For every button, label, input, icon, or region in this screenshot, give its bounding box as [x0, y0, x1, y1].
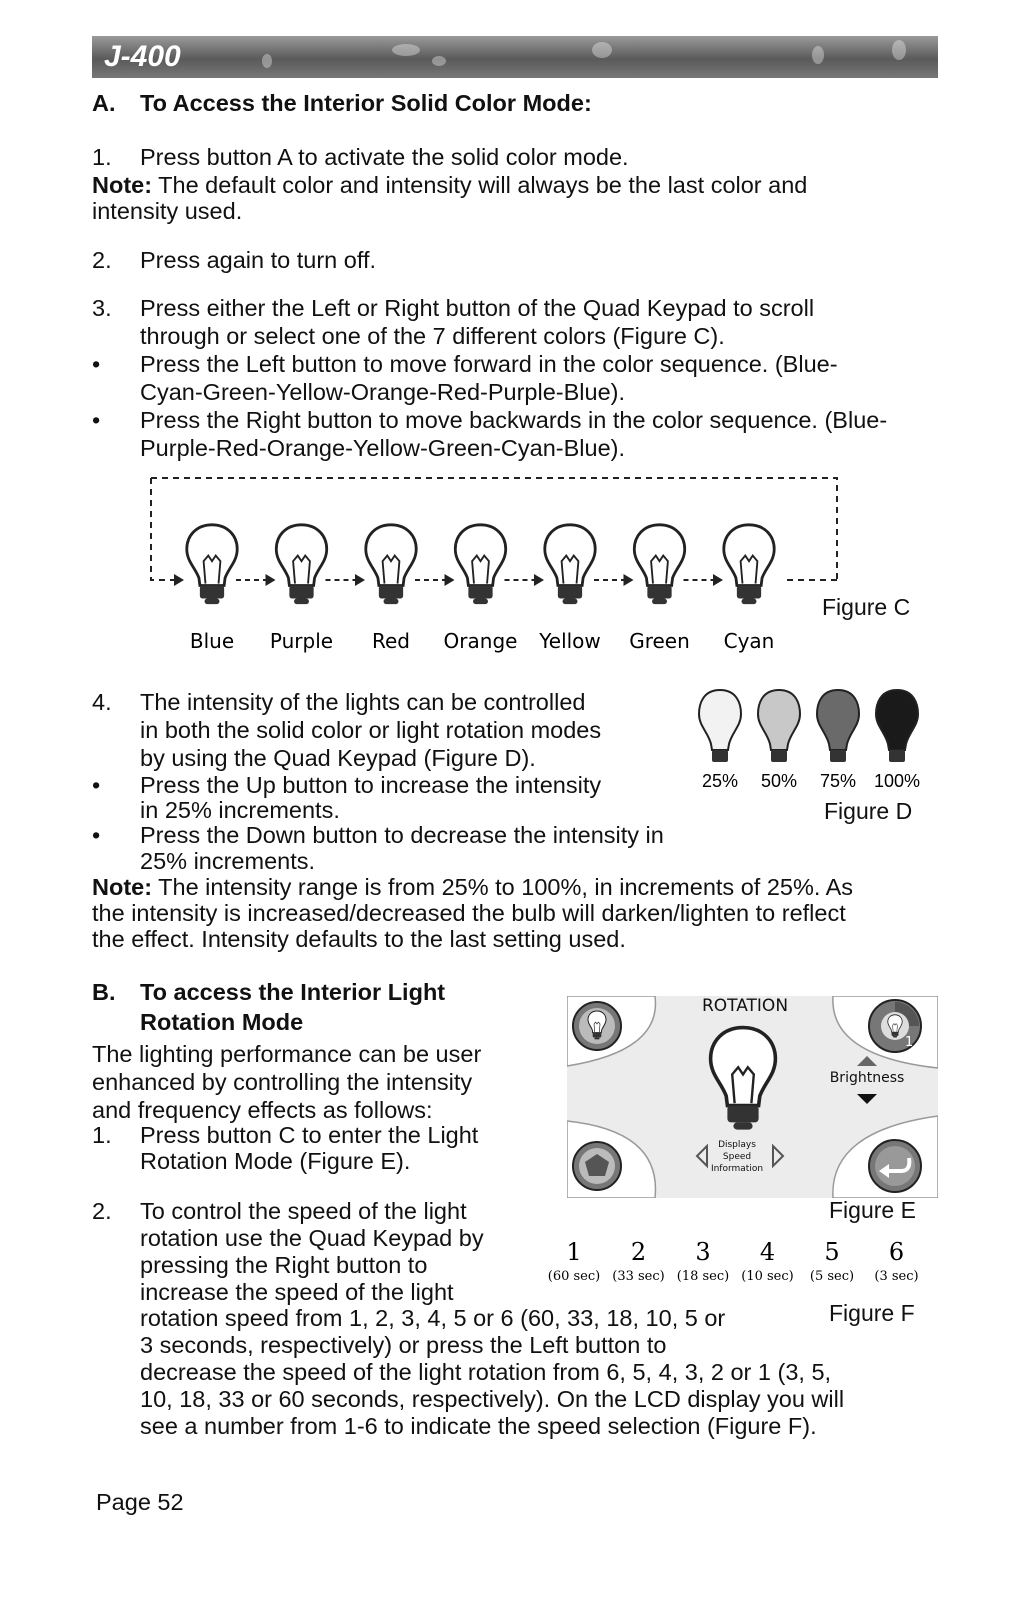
- intro-text: The lighting performance can be user: [92, 1041, 482, 1067]
- speed-right-icon[interactable]: [773, 1146, 783, 1166]
- bullet: •: [92, 407, 101, 433]
- arrow-head-icon: [624, 574, 634, 586]
- intro-text: enhanced by controlling the intensity: [92, 1069, 473, 1095]
- bulb-icon-yellow: [545, 525, 595, 604]
- speed-number: 4: [759, 1238, 776, 1266]
- figure-d-caption: Figure D: [824, 798, 913, 824]
- step-text: rotation use the Quad Keypad by: [140, 1225, 484, 1251]
- arrow-head-icon: [174, 574, 184, 586]
- intensity-level-label: 50%: [760, 771, 798, 791]
- figure-f-speeds: [540, 1230, 940, 1290]
- bulb-label: Blue: [189, 629, 235, 653]
- intensity-level-label: 25%: [701, 771, 739, 791]
- bullet-text: Press the Left button to move forward in the color sequence. (Blue-: [140, 351, 838, 377]
- speed-number: 5: [824, 1238, 840, 1266]
- speed-seconds: (18 sec): [676, 1269, 730, 1284]
- section-letter: B.: [92, 979, 116, 1005]
- intensity-bulb-icon: [699, 690, 741, 762]
- speed-info-label: [707, 1139, 767, 1175]
- step-text: pressing the Right button to: [140, 1252, 428, 1278]
- figure-c-diagram: [140, 470, 940, 680]
- rotation-bulb-icon: [711, 1028, 776, 1130]
- speed-seconds: (5 sec): [809, 1269, 855, 1284]
- bullet-text: 25% increments.: [140, 848, 316, 874]
- brightness-down-icon[interactable]: [857, 1094, 877, 1104]
- speed-number: 2: [630, 1238, 647, 1266]
- brightness-label: Brightness: [829, 1070, 905, 1086]
- bulb-icon-purple: [276, 525, 326, 604]
- bullet-text: Purple-Red-Orange-Yellow-Green-Cyan-Blue).: [140, 435, 626, 461]
- step-text: increase the speed of the light: [140, 1279, 454, 1305]
- bullet: •: [92, 822, 101, 848]
- bulb-icon-green: [634, 525, 684, 604]
- section-letter: A.: [92, 90, 116, 116]
- step-text: decrease the speed of the light rotation from 6, 5, 4, 3, 2 or 1 (3, 5,: [140, 1359, 832, 1385]
- bulb-label: Purple: [269, 629, 334, 653]
- bulb-label: Yellow: [539, 629, 601, 653]
- bullet-text: Press the Up button to increase the intensity: [140, 772, 602, 798]
- step-text: through or select one of the 7 different colors (Figure C).: [140, 323, 725, 349]
- figure-c-caption: Figure C: [822, 594, 911, 620]
- water-drop-icon: [812, 46, 824, 64]
- speed-info-line: Displays: [718, 1140, 756, 1150]
- step-number: 4.: [92, 689, 112, 715]
- bulb-icon-orange: [455, 525, 505, 604]
- figure-f-caption: Figure F: [829, 1300, 915, 1326]
- note-text: the intensity is increased/decreased the bulb will darken/lighten to reflect: [92, 900, 846, 926]
- step-number: 2.: [92, 1198, 112, 1224]
- intensity-bulb-icon: [876, 690, 918, 762]
- speed-seconds: (33 sec): [612, 1269, 665, 1284]
- intensity-bulb-icon: [758, 690, 800, 762]
- arrow-head-icon: [266, 574, 276, 586]
- bulb-icon-red: [366, 525, 416, 604]
- figure-e-keypad: [567, 996, 938, 1198]
- intensity-level-label: 75%: [819, 771, 857, 791]
- speed-seconds: (3 sec): [874, 1269, 919, 1284]
- section-title: To Access the Interior Solid Color Mode:: [140, 90, 592, 116]
- arrow-head-icon: [713, 574, 723, 586]
- bullet-text: Cyan-Green-Yellow-Orange-Red-Purple-Blue).: [140, 379, 626, 405]
- note-label: Note:: [92, 172, 153, 198]
- step-text: Press either the Left or Right button of the Quad Keypad to scroll: [140, 295, 815, 321]
- intensity-level-label: 100%: [873, 771, 921, 791]
- speed-number: 6: [888, 1238, 905, 1266]
- arrow-head-icon: [355, 574, 365, 586]
- speed-seconds: (10 sec): [741, 1269, 794, 1284]
- step-text: Press again to turn off.: [140, 247, 377, 273]
- step-text: see a number from 1-6 to indicate the speed selection (Figure F).: [140, 1413, 817, 1439]
- intensity-bulb-icon: [817, 690, 859, 762]
- speed-seconds: (60 sec): [547, 1269, 601, 1284]
- bullet: •: [92, 772, 101, 798]
- water-drop-icon: [392, 44, 420, 56]
- brightness-up-icon[interactable]: [857, 1056, 877, 1066]
- speed-number: 3: [695, 1238, 711, 1266]
- bulb-label: Red: [372, 629, 410, 653]
- bulb-label: Cyan: [723, 629, 775, 653]
- arrow-head-icon: [534, 574, 544, 586]
- step-text: Rotation Mode (Figure E).: [140, 1148, 411, 1174]
- note-label: Note:: [92, 874, 153, 900]
- step-text: 3 seconds, respectively) or press the Left button to: [140, 1332, 667, 1358]
- solid-color-button[interactable]: [573, 1002, 621, 1050]
- speed-info-line: Information: [710, 1164, 764, 1174]
- water-drop-icon: [592, 42, 612, 58]
- section-title: To access the Interior Light: [140, 979, 446, 1005]
- step-number: 1.: [92, 144, 112, 170]
- step-text: by using the Quad Keypad (Figure D).: [140, 745, 536, 771]
- return-button[interactable]: [869, 1140, 921, 1192]
- bulb-icon-cyan: [724, 525, 774, 604]
- arrow-head-icon: [445, 574, 455, 586]
- step-text: rotation speed from 1, 2, 3, 4, 5 or 6 (60, 33, 18, 10, 5 or: [140, 1305, 726, 1331]
- page-number: Page 52: [96, 1489, 184, 1515]
- section-title: Rotation Mode: [140, 1009, 304, 1035]
- step-text: The intensity of the lights can be controlled: [140, 689, 586, 715]
- speed-number: 1: [566, 1238, 582, 1266]
- bulb-label: Green: [629, 629, 690, 653]
- bullet-text: Press the Right button to move backwards in the color sequence. (Blue-: [140, 407, 888, 433]
- speed-badge: 1: [905, 1035, 914, 1050]
- rotation-title: ROTATION: [701, 996, 789, 1016]
- rotation-mode-button[interactable]: [573, 1142, 621, 1190]
- step-text: 10, 18, 33 or 60 seconds, respectively). On the LCD display you will: [140, 1386, 845, 1412]
- note: [92, 873, 853, 901]
- note-text: The intensity range is from 25% to 100%, in increments of 25%. As: [152, 874, 854, 900]
- water-drop-icon: [432, 56, 446, 66]
- note-text: The default color and intensity will always be the last color and: [152, 172, 808, 198]
- bulb-icon-blue: [187, 525, 237, 604]
- header-banner: [92, 36, 938, 78]
- step-text: in both the solid color or light rotation modes: [140, 717, 602, 743]
- figure-d-diagram: [698, 688, 938, 803]
- bulb-label: Orange: [443, 629, 518, 653]
- bullet-text: Press the Down button to decrease the intensity in: [140, 822, 664, 848]
- step-text: Press button A to activate the solid color mode.: [140, 144, 629, 170]
- speed-left-icon[interactable]: [697, 1146, 707, 1166]
- step-number: 2.: [92, 247, 112, 273]
- note-text: the effect. Intensity defaults to the last setting used.: [92, 926, 626, 952]
- intro-text: and frequency effects as follows:: [92, 1097, 433, 1123]
- water-drop-icon: [892, 40, 906, 60]
- speed-info-line: Speed: [722, 1152, 752, 1162]
- bullet: •: [92, 351, 101, 377]
- step-text: To control the speed of the light: [140, 1198, 467, 1224]
- manual-title: J-400: [104, 40, 181, 73]
- step-text: Press button C to enter the Light: [140, 1122, 479, 1148]
- step-number: 1.: [92, 1122, 112, 1148]
- step-number: 3.: [92, 295, 112, 321]
- intensity-indicator-button[interactable]: [869, 1000, 921, 1052]
- note-text: intensity used.: [92, 198, 243, 224]
- figure-e-caption: Figure E: [829, 1197, 916, 1223]
- note: [92, 171, 807, 199]
- water-drop-icon: [262, 54, 272, 68]
- bullet-text: in 25% increments.: [140, 797, 340, 823]
